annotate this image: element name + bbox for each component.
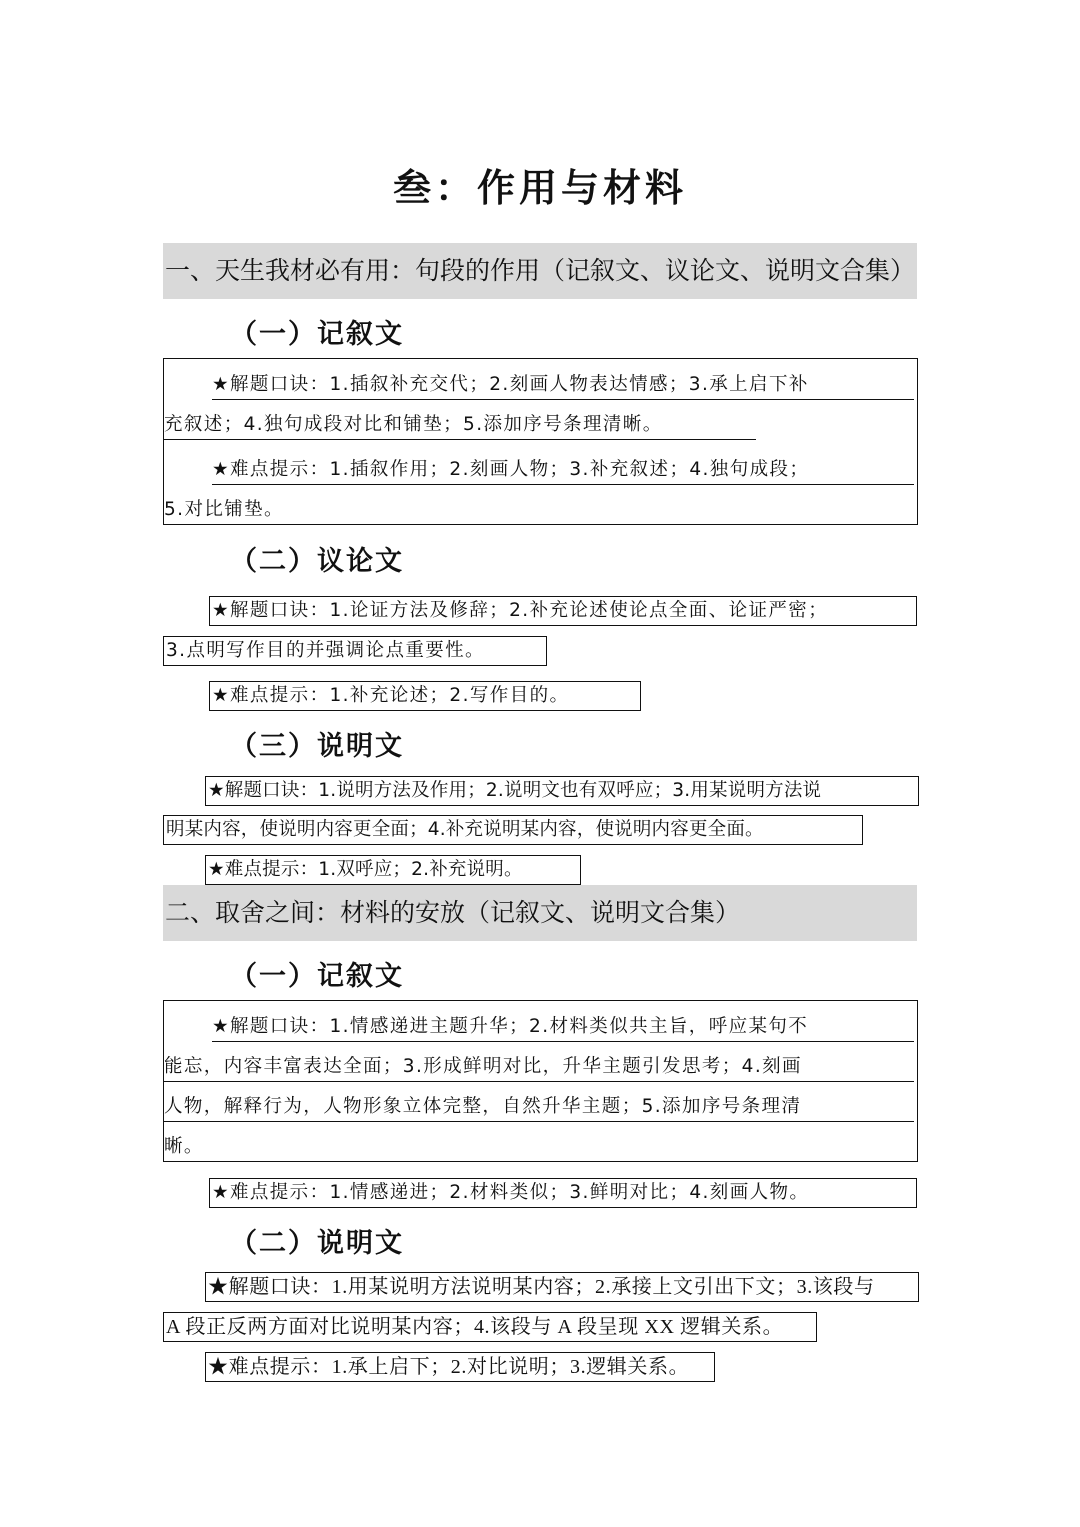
- tips-line: ★解题口诀：1.说明方法及作用；2.说明文也有双呼应；3.用某说明方法说: [205, 776, 919, 806]
- tips-line: ★解题口诀：1.情感递进主题升华；2.材料类似共主旨，呼应某句不: [212, 1013, 914, 1042]
- difficulty-line: ★难点提示：1.承上启下；2.对比说明；3.逻辑关系。: [205, 1352, 715, 1382]
- difficulty-line: 5.对比铺垫。: [164, 496, 304, 525]
- tips-line: 明某内容，使说明内容更全面；4.补充说明某内容，使说明内容更全面。: [163, 815, 863, 845]
- tips-line: ★解题口诀：1.插叙补充交代；2.刻画人物表达情感；3.承上启下补: [212, 371, 914, 400]
- subheading-narrative-2: （一）记叙文: [230, 961, 404, 992]
- subheading-exposition-2: （二）说明文: [230, 1228, 404, 1259]
- subheading-narrative-1: （一）记叙文: [230, 319, 404, 350]
- tips-line: ★解题口诀：1.论证方法及修辞；2.补充论述使论点全面、论证严密；: [209, 596, 917, 626]
- section-heading-1: 一、天生我材必有用：句段的作用（记叙文、议论文、说明文合集）: [163, 243, 917, 299]
- tips-line: 3.点明写作目的并强调论点重要性。: [163, 636, 547, 666]
- page-title: 叁：作用与材料: [392, 165, 687, 210]
- difficulty-line: ★难点提示：1.补充论述；2.写作目的。: [209, 681, 641, 711]
- tips-line: A 段正反两方面对比说明某内容；4.该段与 A 段呈现 XX 逻辑关系。: [163, 1312, 817, 1342]
- difficulty-line: ★难点提示：1.插叙作用；2.刻画人物；3.补充叙述；4.独句成段；: [212, 456, 914, 485]
- subheading-argument: （二）议论文: [230, 546, 404, 577]
- tips-line: 晰。: [164, 1133, 210, 1162]
- section-heading-2: 二、取舍之间：材料的安放（记叙文、说明文合集）: [163, 885, 917, 941]
- tips-line: ★解题口诀：1.用某说明方法说明某内容；2.承接上文引出下文；3.该段与: [205, 1272, 919, 1302]
- subheading-exposition-1: （三）说明文: [230, 731, 404, 762]
- narrative-1-box: [163, 358, 918, 525]
- tips-line: 人物，解释行为，人物形象立体完整，自然升华主题；5.添加序号条理清: [164, 1093, 914, 1122]
- narrative-2-box: [163, 1000, 918, 1162]
- difficulty-line: ★难点提示：1.情感递进；2.材料类似；3.鲜明对比；4.刻画人物。: [209, 1178, 917, 1208]
- tips-line: 充叙述；4.独句成段对比和铺垫；5.添加序号条理清晰。: [164, 411, 756, 440]
- difficulty-line: ★难点提示：1.双呼应；2.补充说明。: [205, 855, 581, 885]
- tips-line: 能忘，内容丰富表达全面；3.形成鲜明对比，升华主题引发思考；4.刻画: [164, 1053, 914, 1082]
